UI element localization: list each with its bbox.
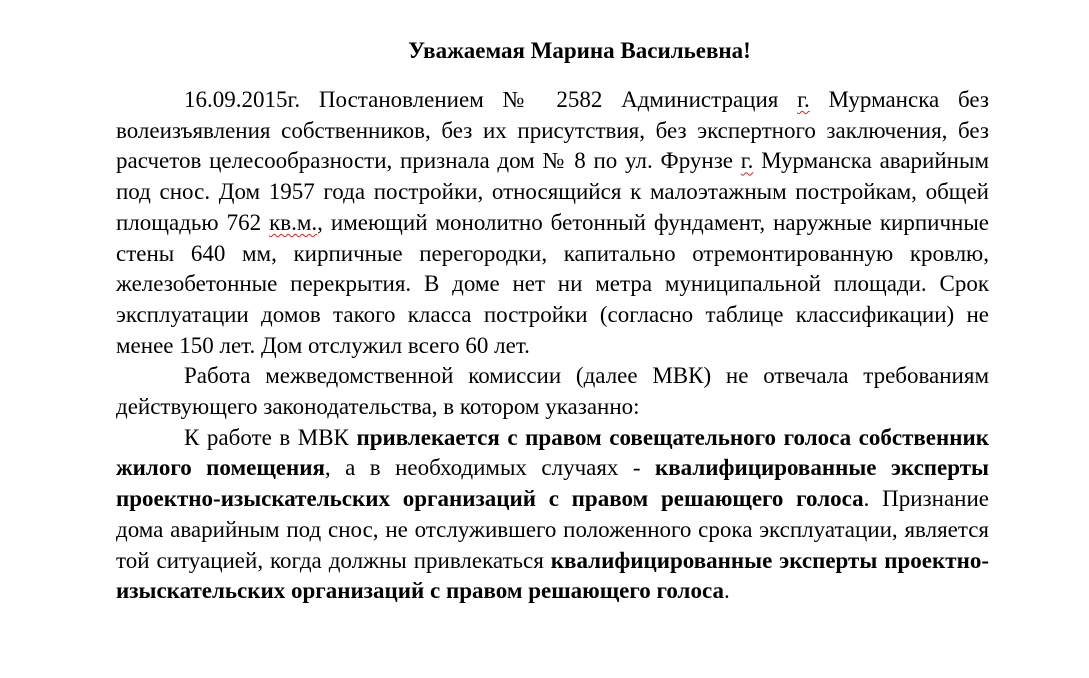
- paragraph-3-bold-a: привлекается с правом совещательного голоса собственник жилого помещения: [116, 424, 989, 481]
- letter-page: [116, 36, 989, 607]
- spellcheck-word-kvm: кв.м.: [269, 209, 318, 235]
- paragraph-3-text-a: К работе в МВК: [184, 424, 357, 450]
- paragraph-1-text-b: Мурманска без волеизъявления собственников, без их присутствия, без экспертного заключения, без расчетов целесообразности, признала дом № 8 по ул. Фрунзе: [116, 87, 989, 174]
- salutation-heading: Уважаемая Марина Васильевна!: [408, 38, 751, 63]
- paragraph-3-bold-b: квалифицированные эксперты проектно-изыскательских организаций с правом решающего голоса: [116, 455, 989, 512]
- paragraph-1: [116, 85, 989, 361]
- paragraph-3-text-b: , а в необходимых случаях -: [324, 455, 655, 481]
- paragraph-3: [116, 423, 989, 607]
- paragraph-1-text-d: , имеющий монолитно бетонный фундамент, наружные кирпичные стены 640 мм, кирпичные перегородки, капитально отремонтированную кровлю, железобетонные перекрытия. В доме нет ни метра муниципальной площади. Срок эксплуатации домов такого класса постройки (согласно таблице классификации) не менее 150 лет. Дом отслужил всего 60 лет.: [116, 209, 989, 358]
- paragraph-3-text-c: . Признание дома аварийным под снос, не отслужившего положенного срока эксплуатации, является той ситуацией, когда должны привлекаться: [116, 486, 989, 573]
- paragraph-1-text-c: Мурманска аварийным под снос. Дом 1957 года постройки, относящийся к малоэтажным постройкам, общей площадью 762: [116, 148, 989, 235]
- paragraph-1-text-a: 16.09.2015г. Постановлением № 2582 Администрация: [184, 87, 798, 112]
- spellcheck-word-g2: г.: [740, 148, 754, 174]
- paragraph-3-text-d: .: [723, 578, 730, 604]
- paragraph-3-bold-c: квалифицированные эксперты проектно-изыскательских организаций с правом решающего голоса: [116, 547, 989, 604]
- spellcheck-word-g1: г.: [797, 87, 810, 112]
- paragraph-2: Работа межведомственной комиссии (далее МВК) не отвечала требованиям действующего законодательства, в котором указанно:: [116, 363, 989, 420]
